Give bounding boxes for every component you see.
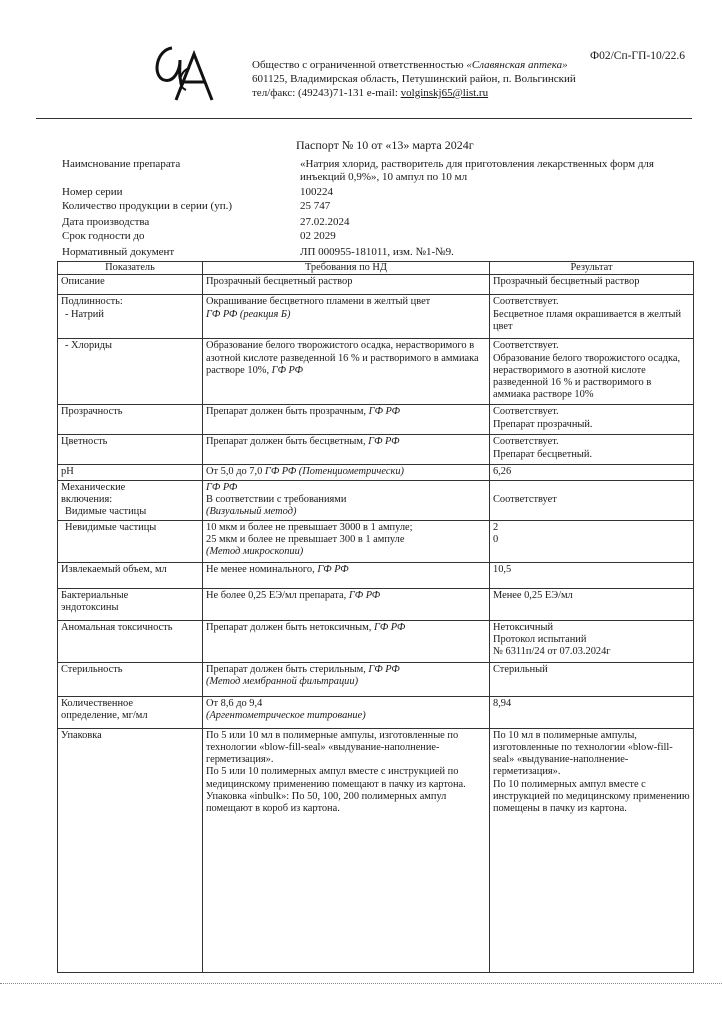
normative-doc-value: ЛП 000955-181011, изм. №1-№9. (300, 246, 454, 258)
req-reference: ГФ РФ (Потенциометрически) (264, 466, 404, 478)
req-text: Препарат должен быть стерильным, (206, 663, 366, 675)
req-text: Образование белого творожистого осадка, нерастворимого в азотной кислоте разведенной 16 % и растворимого в аммиака растворе 10%, (206, 340, 479, 376)
result-line: Соответствует (493, 493, 557, 505)
row-requirement (203, 520, 490, 562)
row-requirement (203, 562, 490, 588)
param-line: Механические (61, 481, 126, 493)
req-reference: ГФ РФ (368, 436, 400, 448)
req-text: 25 мкм и более не превышает 300 в 1 ампуле (206, 533, 405, 545)
row-requirement (203, 295, 490, 339)
req-text: По 5 или 10 полимерных ампул вместе с инструкцией по медицинскому применению помещают в пачку из картона. (206, 766, 466, 790)
scan-edge-line (0, 983, 722, 984)
table-row (58, 405, 694, 435)
row-result (490, 520, 694, 562)
row-result (490, 295, 694, 339)
passport-title: Паспорт № 10 от «13» марта 2024г (296, 138, 474, 152)
production-date-value: 27.02.2024 (300, 216, 350, 228)
row-param (58, 295, 203, 339)
param-line: Бактериальные (61, 589, 129, 601)
row-param (58, 520, 203, 562)
row-param (58, 480, 203, 520)
req-text: Препарат должен быть прозрачным, (206, 406, 367, 418)
result-line: 0 (493, 533, 499, 545)
product-name-label: Наимснование препарата (62, 158, 181, 170)
row-result (490, 480, 694, 520)
result-line: Образование белого творожистого осадка, нерастворимого в азотной кислоте разведенной 16 % и растворимого в аммиака растворе 10% (493, 352, 681, 401)
req-text: В соответствии с требованиями (206, 493, 347, 505)
header-divider (36, 118, 692, 119)
table-row (58, 620, 694, 662)
req-text: Упаковка «inbulk»: По 50, 100, 200 полимерных ампул помещают в короб из картона. (206, 791, 447, 815)
table-row (58, 435, 694, 465)
row-result: Прозрачный бесцветный раствор (490, 275, 694, 295)
req-method: (Визуальный метод) (206, 506, 297, 518)
series-value: 100224 (300, 186, 333, 198)
row-param (58, 588, 203, 620)
param-line: включения: (61, 493, 113, 505)
row-requirement (203, 480, 490, 520)
company-line (252, 58, 576, 72)
table-row (58, 295, 694, 339)
quantity-value: 25 747 (300, 200, 331, 212)
param-sub: Видимые частицы (65, 506, 147, 518)
expiry-label: Срок годности до (62, 230, 145, 242)
row-requirement (203, 620, 490, 662)
result-line: Соответствует. (493, 296, 559, 308)
result-line: Соответствует. (493, 406, 559, 418)
header-parameter: Показатель (58, 262, 203, 275)
row-result (490, 405, 694, 435)
req-reference: ГФ РФ (373, 621, 406, 633)
table-row (58, 728, 694, 972)
row-param: Аномальная токсичность (58, 620, 203, 662)
row-param: Прозрачность (58, 405, 203, 435)
req-reference: ГФ РФ (368, 406, 400, 418)
table-row (58, 696, 694, 728)
row-requirement (203, 588, 490, 620)
req-reference: ГФ РФ (реакция Б) (206, 308, 291, 320)
row-requirement: Прозрачный бесцветный раствор (203, 275, 490, 295)
result-line: 2 (493, 521, 499, 533)
row-result: 8,94 (490, 696, 694, 728)
row-result (490, 339, 694, 405)
header-requirements: Требования по НД (203, 262, 490, 275)
req-method: (Аргентометрическое титрование) (206, 709, 366, 721)
param-sub: Невидимые частицы (65, 521, 157, 533)
req-text: Окрашивание бесцветного пламени в желтый цвет (206, 296, 431, 308)
req-text: Препарат должен быть бесцветным, (206, 436, 366, 448)
result-line: Нетоксичный (493, 621, 554, 633)
row-requirement (203, 465, 490, 480)
req-text: От 5,0 до 7,0 (206, 466, 263, 478)
production-date-label: Дата производства (62, 216, 150, 228)
company-block (252, 58, 576, 100)
req-reference: ГФ РФ (271, 364, 303, 376)
contact-prefix: тел/факс: (49243)71-131 e-mail: (252, 87, 401, 99)
req-reference: ГФ РФ (368, 663, 400, 675)
normative-doc-label: Нормативный документ (62, 246, 175, 258)
result-line: По 10 полимерных ампул вместе с инструкцией по медицинскому применению помещены в пачку из картона. (493, 778, 690, 815)
param-sub: - Хлориды (65, 340, 112, 352)
table-row (58, 562, 694, 588)
document-code: Ф02/Сп-ГП-10/22.6 (590, 50, 686, 62)
param-line: Количественное (61, 697, 133, 709)
row-param: Стерильность (58, 662, 203, 696)
row-result (490, 728, 694, 972)
row-result: 10,5 (490, 562, 694, 588)
table-row (58, 339, 694, 405)
company-name: «Славянская аптека» (466, 59, 568, 71)
row-requirement (203, 435, 490, 465)
company-prefix: Общество с ограниченной ответственностью (252, 59, 467, 71)
result-line: Протокол испытаний (493, 633, 587, 645)
result-line: Бесцветное пламя окрашивается в желтый цвет (493, 308, 682, 332)
row-param: Извлекаемый объем, мл (58, 562, 203, 588)
req-reference: ГФ РФ (348, 589, 381, 601)
expiry-value: 02 2029 (300, 230, 336, 242)
table-row (58, 662, 694, 696)
req-method: (Метод мембранной фильтрации) (206, 675, 359, 687)
row-requirement (203, 696, 490, 728)
result-line: По 10 мл в полимерные ампулы, изготовленные по технологии «blow-fill-seal» «выдувание-наполнение-герметизация». (493, 729, 673, 778)
row-param (58, 696, 203, 728)
row-result (490, 620, 694, 662)
table-row (58, 520, 694, 562)
param-main: Подлинность: (61, 296, 123, 308)
result-line: Соответствует. (493, 436, 559, 448)
param-sub: - Натрий (65, 308, 104, 320)
req-method: (Метод микроскопии) (206, 546, 304, 558)
series-label: Номер серии (62, 186, 123, 198)
row-requirement (203, 405, 490, 435)
req-text: Не более 0,25 ЕЭ/мл препарата, (206, 589, 347, 601)
req-reference: ГФ РФ (317, 563, 349, 575)
product-name-value: «Натрия хлорид, растворитель для приготовления лекарственных форм для инъекций 0,9%», 10 ампул по 10 мл (300, 158, 654, 183)
table-header-row (58, 262, 694, 275)
quantity-label: Количество продукции в серии (уп.) (62, 200, 233, 212)
company-address: 601125, Владимирская область, Петушинский район, п. Вольгинский (252, 73, 576, 85)
header-result: Результат (490, 262, 694, 275)
result-line: Соответствует. (493, 340, 559, 352)
row-result (490, 435, 694, 465)
row-result: Менее 0,25 ЕЭ/мл (490, 588, 694, 620)
row-param: Упаковка (58, 728, 203, 972)
table-row (58, 588, 694, 620)
table-row (58, 275, 694, 295)
row-param: pH (58, 465, 203, 480)
row-requirement (203, 728, 490, 972)
row-requirement (203, 339, 490, 405)
table-row (58, 480, 694, 520)
row-result: 6,26 (490, 465, 694, 480)
param-line: эндотоксины (61, 601, 119, 613)
req-text: Не менее номинального, (206, 563, 315, 575)
table-row (58, 465, 694, 480)
row-param: Цветность (58, 435, 203, 465)
company-logo (150, 40, 220, 102)
row-param (58, 339, 203, 405)
result-line: Препарат прозрачный. (493, 418, 593, 430)
req-text: 10 мкм и более не превышает 3000 в 1 ампуле; (206, 521, 413, 533)
param-line: определение, мг/мл (61, 709, 148, 721)
req-reference: ГФ РФ (206, 481, 238, 493)
email-link[interactable]: volginskj65@list.ru (400, 87, 489, 99)
row-param: Описание (58, 275, 203, 295)
row-requirement (203, 662, 490, 696)
specification-table (57, 261, 694, 973)
req-text: От 8,6 до 9,4 (206, 697, 263, 709)
company-contacts (252, 86, 576, 100)
req-text: Препарат должен быть нетоксичным, (206, 621, 372, 633)
req-text: По 5 или 10 мл в полимерные ампулы, изготовленные по технологии «blow-fill-seal» «выдувание-наполнение-герметизация». (206, 729, 459, 766)
result-line: № 6311п/24 от 07.03.2024г (493, 646, 611, 658)
row-result: Стерильный (490, 662, 694, 696)
result-line: Препарат бесцветный. (493, 448, 593, 460)
